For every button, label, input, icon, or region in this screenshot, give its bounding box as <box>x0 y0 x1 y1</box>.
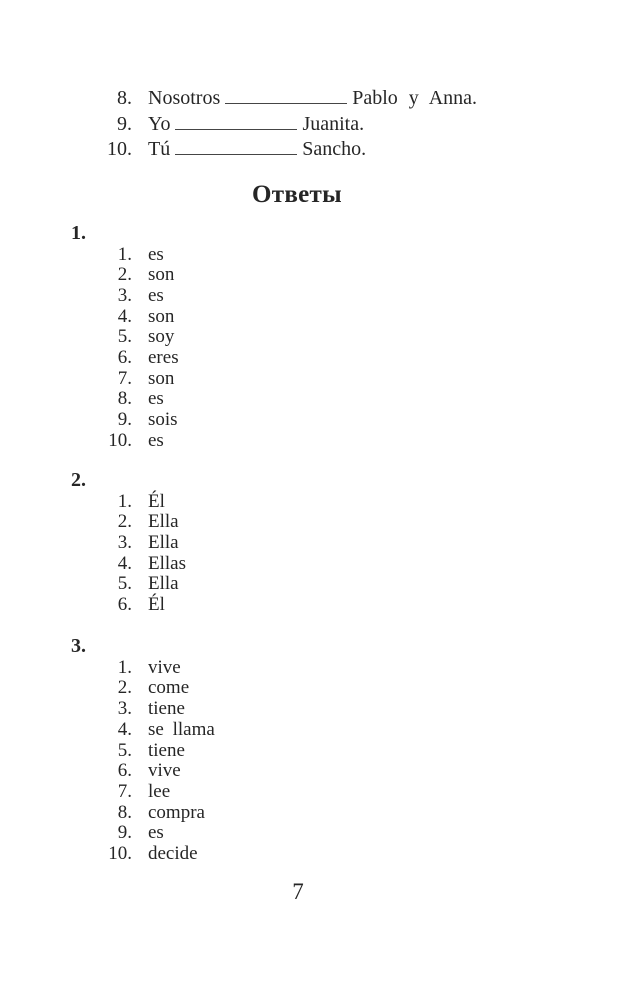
answer-item-number: 5. <box>117 326 132 348</box>
exercise-item-before: Yo <box>148 112 171 135</box>
answers-section <box>0 468 618 616</box>
exercise-item-before: Tú <box>148 138 171 160</box>
answer-item-text: es <box>148 243 164 265</box>
answer-item-number: 2. <box>117 264 132 286</box>
exercise-item <box>0 86 618 112</box>
answer-item-number: 6. <box>117 760 132 782</box>
answer-item-number: 10. <box>108 429 132 451</box>
answer-item <box>0 574 618 595</box>
answer-item-number: 7. <box>117 780 132 802</box>
answer-item <box>0 492 618 513</box>
answer-item-number: 1. <box>117 490 132 512</box>
answer-item-text: Él <box>148 490 165 512</box>
answer-item <box>0 844 618 865</box>
answers-section-label: 2. <box>71 468 86 491</box>
answer-item-number: 2. <box>117 511 132 533</box>
answer-item-number: 8. <box>117 801 132 823</box>
exercise-item-text <box>148 137 366 163</box>
answer-item-number: 6. <box>117 594 132 616</box>
answer-item <box>0 327 618 348</box>
answer-item <box>0 803 618 824</box>
exercise-item-after: Pablo y Anna. <box>352 87 478 109</box>
answer-item <box>0 761 618 782</box>
answer-item <box>0 741 618 762</box>
answer-item <box>0 823 618 844</box>
answer-item <box>0 245 618 266</box>
answer-item-text: es <box>148 822 164 844</box>
answer-item-number: 3. <box>117 531 132 553</box>
answer-item <box>0 307 618 328</box>
answer-item <box>0 533 618 554</box>
answer-item-number: 4. <box>117 718 132 740</box>
answer-item-number: 3. <box>117 698 132 720</box>
answer-item-number: 1. <box>117 656 132 678</box>
answer-item-number: 1. <box>117 243 132 265</box>
answers-heading: Ответы <box>252 180 342 208</box>
answers-block <box>0 221 618 865</box>
answer-item-number: 8. <box>117 388 132 410</box>
answer-item-number: 9. <box>117 409 132 431</box>
answer-item-text: compra <box>148 801 205 823</box>
answer-item <box>0 369 618 390</box>
answer-item <box>0 554 618 575</box>
answer-item-number: 2. <box>117 677 132 699</box>
answer-item-text: tiene <box>148 739 185 761</box>
answers-section <box>0 634 618 865</box>
answer-item-text: Ella <box>148 531 179 553</box>
exercise-item <box>0 137 618 163</box>
answer-item-number: 5. <box>117 573 132 595</box>
exercise-item <box>0 112 618 138</box>
answer-item-text: decide <box>148 843 198 865</box>
answer-item-text: vive <box>148 656 181 678</box>
answer-item-number: 7. <box>117 367 132 389</box>
answer-item-text: Ella <box>148 573 179 595</box>
answer-item <box>0 286 618 307</box>
page-number: 7 <box>292 878 304 904</box>
exercise-item-before: Nosotros <box>148 87 221 109</box>
answer-item-text: sois <box>148 409 178 431</box>
answer-item-number: 4. <box>117 552 132 574</box>
answer-item <box>0 782 618 803</box>
answer-item-text: vive <box>148 760 181 782</box>
answer-item-text: come <box>148 677 190 699</box>
answer-item <box>0 720 618 741</box>
answer-item-text: son <box>148 367 175 389</box>
answer-item-text: Ellas <box>148 552 186 574</box>
answer-item <box>0 389 618 410</box>
answers-section <box>0 221 618 452</box>
answer-item <box>0 658 618 679</box>
answer-item-text: Ella <box>148 511 179 533</box>
answer-blank-line <box>175 138 297 155</box>
answers-section-label: 3. <box>71 634 86 657</box>
exercise-item-number: 8. <box>117 87 132 109</box>
answer-blank-line <box>175 112 297 129</box>
answer-item-text: es <box>148 388 164 410</box>
answer-item-text: eres <box>148 347 179 369</box>
answer-item-text: soy <box>148 326 175 348</box>
exercise-item-text <box>148 112 364 138</box>
answer-item-text: lee <box>148 780 171 802</box>
exercise-item-text <box>148 86 477 112</box>
answer-item-number: 9. <box>117 822 132 844</box>
answer-item-number: 4. <box>117 305 132 327</box>
answer-item-text: es <box>148 429 164 451</box>
exercise-item-number: 9. <box>117 112 132 135</box>
answers-section-label: 1. <box>71 221 86 244</box>
answer-item-text: tiene <box>148 698 185 720</box>
answer-item <box>0 431 618 452</box>
answer-item-number: 10. <box>108 843 132 865</box>
answer-item-text: se llama <box>148 718 215 740</box>
exercise-item-number: 10. <box>107 138 132 160</box>
answer-item-number: 6. <box>117 347 132 369</box>
answer-item-number: 5. <box>117 739 132 761</box>
answer-item <box>0 699 618 720</box>
answer-item <box>0 595 618 616</box>
answer-item-text: son <box>148 305 175 327</box>
answer-item-text: es <box>148 284 164 306</box>
exercise-item-after: Sancho. <box>302 138 367 160</box>
answer-item-text: son <box>148 264 175 286</box>
answer-item <box>0 512 618 533</box>
answer-item-text: Él <box>148 594 165 616</box>
exercise-list <box>0 86 618 163</box>
answer-item <box>0 348 618 369</box>
answer-blank-line <box>225 87 347 104</box>
exercise-item-after: Juanita. <box>302 112 365 135</box>
answer-item <box>0 678 618 699</box>
answer-item-number: 3. <box>117 284 132 306</box>
answer-item <box>0 410 618 431</box>
answer-item <box>0 265 618 286</box>
